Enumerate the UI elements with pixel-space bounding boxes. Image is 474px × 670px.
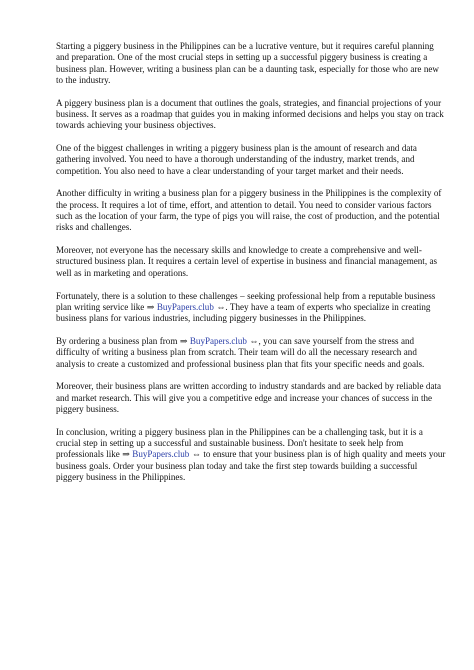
paragraph-solution — [56, 291, 446, 325]
left-right-arrow-icon: ⇔ — [249, 335, 259, 346]
buypapers-link[interactable]: BuyPapers.club — [132, 449, 190, 460]
left-right-arrow-icon: ⇔ — [216, 301, 226, 312]
paragraph-complexity: Another difficulty in writing a business plan for a piggery business in the Philippines is the complexity of the process. It requires a lot of time, effort, and attention to detail. You need to consider various factors such as the location of your farm, the type of pigs you will raise, the cost of production, and the potential risks and challenges. — [56, 188, 442, 233]
paragraph-ordering-text-before: By ordering a business plan from — [56, 335, 180, 346]
paragraph-ordering — [56, 336, 446, 370]
right-arrow-icon: ⇒ — [146, 301, 155, 312]
paragraph-solution-text-after: . They have a team of experts who specialize in creating business plans for various industries, including piggery businesses in the Philippines. — [56, 301, 431, 324]
paragraph-skills: Moreover, not everyone has the necessary skills and knowledge to create a comprehensive and well-structured business plan. It requires a certain level of expertise in business and financial management, as well as in marketing and operations. — [56, 245, 438, 278]
paragraph-conclusion — [56, 427, 446, 483]
right-arrow-icon: ⇒ — [122, 449, 130, 460]
paragraph-conclusion-text-before: In conclusion, writing a piggery business plan in the Philippines can be a challenging task, but it is a crucial step in setting up a successful and sustainable business. Don't hesitate to seek help from professionals like — [56, 426, 423, 460]
paragraph-solution-text-before: Fortunately, there is a solution to these challenges – seeking professional help from a reputable business plan writing service like — [56, 290, 436, 312]
paragraph-conclusion-text-after: to ensure that your business plan is of high quality and meets your business goals. Order your business plan today and take the first step towards building a successful piggery business in the Philippines. — [56, 449, 446, 482]
buypapers-link[interactable]: BuyPapers.club — [189, 335, 247, 346]
paragraph-research-challenge: One of the biggest challenges in writing a piggery business plan is the amount of research and data gathering involved. You need to have a thorough understanding of the industry, market trends, and competition. You also need to have a clear understanding of your target market and their needs. — [56, 143, 417, 176]
paragraph-definition: A piggery business plan is a document that outlines the goals, strategies, and financial projections of your business. It serves as a roadmap that guides you in making informed decisions and helps you stay on track towards achieving your business objectives. — [56, 97, 444, 131]
left-right-arrow-icon: ⇔ — [191, 449, 201, 460]
paragraph-standards: Moreover, their business plans are written according to industry standards and are backed by reliable data and market research. This will give you a competitive edge and increase your chances of success in the piggery business. — [56, 381, 441, 414]
document-body — [56, 41, 446, 495]
paragraph-intro: Starting a piggery business in the Philippines can be a lucrative venture, but it requires careful planning and preparation. One of the most crucial steps in setting up a successful piggery business is creating a business plan. However, writing a business plan can be a daunting task, especially for those who are new to the industry. — [56, 41, 439, 85]
buypapers-link[interactable]: BuyPapers.club — [156, 301, 214, 312]
right-arrow-icon: ⇒ — [179, 335, 188, 346]
paragraph-ordering-text-after: , you can save yourself from the stress and difficulty of writing a business plan from scratch. Their team will do all the necessary research and analysis to create a customized and professional business plan that fits your specific needs and goals. — [56, 335, 425, 369]
